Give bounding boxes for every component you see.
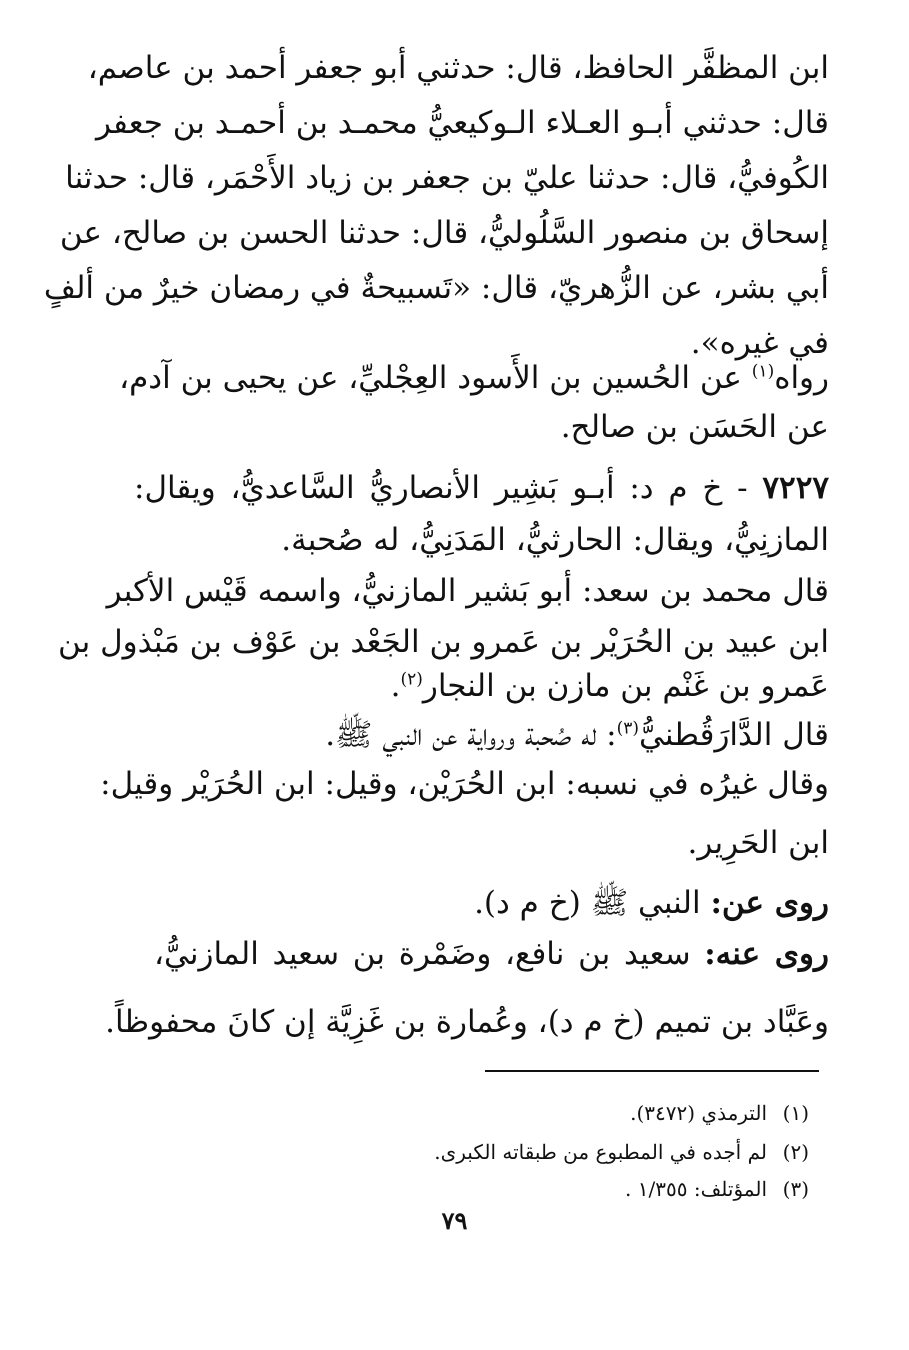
text-run: النبي ﷺ (خ م د). — [474, 885, 711, 921]
footnote-number: (٣) — [782, 1177, 809, 1201]
body-line — [134, 666, 829, 710]
text-run: سعيد بن نافع، وضَمْرة بن سعيد المازنيُّ، — [154, 936, 705, 972]
body-line — [154, 883, 829, 927]
footnote-text: المؤتلف: ١/٣٥٥ . — [625, 1177, 767, 1201]
text-run: : له صُحبة ورواية عن النبي ﷺ. — [325, 717, 617, 753]
footnote-text: لم أجده في المطبوع من طبقاته الكبرى. — [434, 1140, 767, 1164]
body-line: المازنِيُّ، ويقال: الحارثيُّ، المَدَنِيُّ، له صُحبة. — [281, 522, 829, 558]
footnote-number: (٢) — [782, 1140, 809, 1164]
text-run: رواه — [774, 360, 829, 396]
body-line: ابن المظفَّر الحافظ، قال: حدثني أبو جعفر أحمد بن عاصم، — [87, 50, 829, 86]
entry-number: ٧٢٢٧ — [762, 470, 829, 506]
page-number: ٧٩ — [441, 1206, 468, 1235]
body-line: قال: حدثني أبـو العـلاء الـوكيعيُّ محمـد بن أحمـد بن جعفر — [95, 105, 829, 141]
footnote-ref: (٣) — [616, 718, 639, 739]
footnote — [169, 1100, 809, 1126]
text-run: عن الحُسين بن الأَسود العِجْليِّ، عن يحيى بن آدم، — [119, 360, 752, 396]
body-line — [154, 934, 829, 978]
entry-heading — [134, 468, 829, 512]
text-run: . — [390, 668, 401, 704]
field-label: روى عن: — [710, 885, 829, 921]
footnote — [169, 1139, 809, 1165]
body-line: أبي بشر، عن الزُّهريّ، قال: «تَسبيحةٌ في رمضان خيرٌ من ألفٍ — [43, 270, 829, 306]
text-run: - خ م د: أبـو بَشِير الأنصاريُّ السَّاعديُّ، ويقال: — [134, 470, 763, 506]
body-line: وقال غيرُه في نسبه: ابن الحُرَيْن، وقيل: ابن الحُرَيْر وقيل: — [100, 766, 829, 802]
body-line — [119, 358, 829, 402]
body-line: ابن الحَرِير. — [687, 825, 829, 861]
text-run: عَمرو بن غَنْم بن مازن بن النجار — [422, 668, 829, 704]
body-line: عن الحَسَن بن صالح. — [560, 409, 829, 445]
footnote-separator — [485, 1070, 819, 1072]
footnote-text: الترمذي (٣٤٧٢). — [630, 1101, 767, 1125]
body-line: وعَبَّاد بن تميم (خ م د)، وعُمارة بن غَزِيَّة إن كانَ محفوظاً. — [105, 1004, 829, 1040]
body-line — [154, 715, 829, 759]
body-line: قال محمد بن سعد: أبو بَشير المازنيُّ، واسمه قَيْس الأكبر — [106, 573, 829, 609]
footnote — [169, 1176, 809, 1202]
field-label: روى عنه: — [704, 936, 829, 972]
footnote-number: (١) — [782, 1101, 809, 1125]
body-line: ابن عبيد بن الحُرَيْر بن عَمرو بن الجَعْد بن عَوْف بن مَبْذول بن — [58, 624, 829, 660]
text-run: قال الدَّارَقُطنيُّ — [639, 717, 829, 753]
body-line: الكُوفيُّ، قال: حدثنا عليّ بن جعفر بن زياد الأَحْمَر، قال: حدثنا — [65, 160, 829, 196]
body-line: في غيره». — [690, 325, 829, 361]
footnote-ref: (٢) — [400, 669, 423, 690]
footnote-ref: (١) — [751, 361, 775, 382]
body-line: إسحاق بن منصور السَّلُوليُّ، قال: حدثنا الحسن بن صالح، عن — [59, 215, 829, 251]
